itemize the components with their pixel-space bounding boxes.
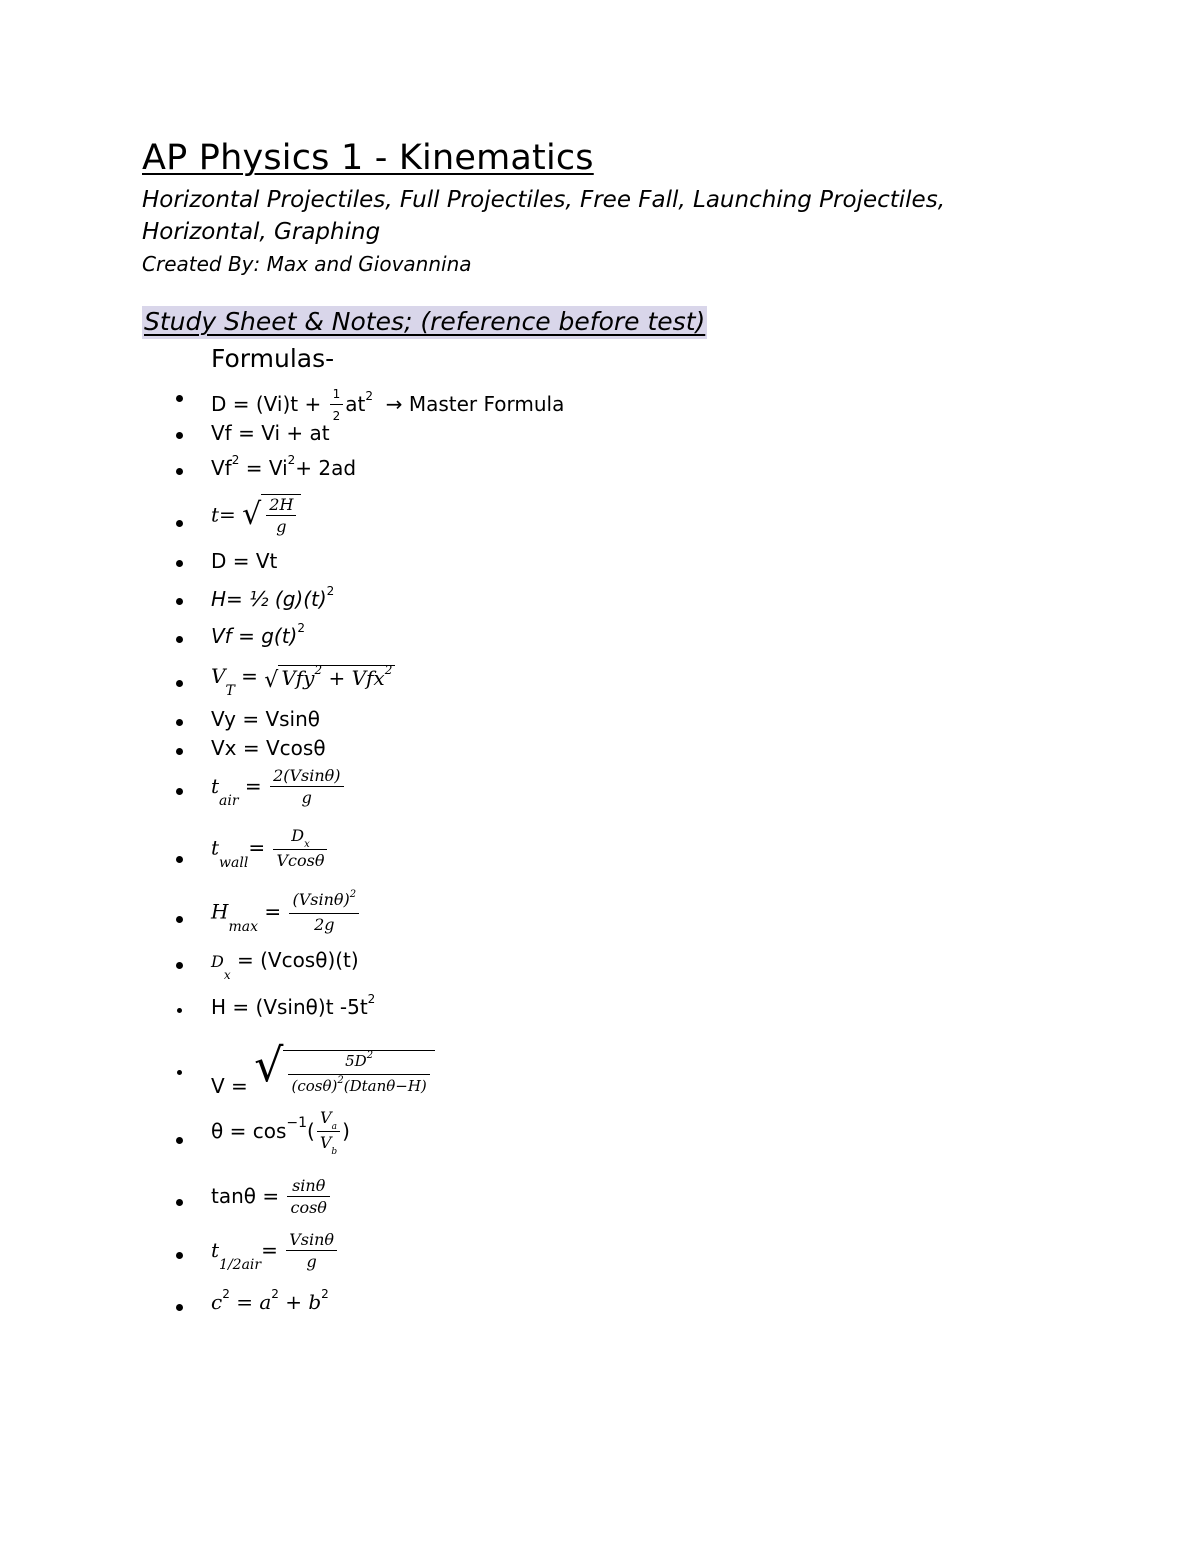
formula-vertical-component: Vy = Vsinθ [211,707,321,731]
formula-total-velocity: $V_T$ = √ Vfy$^2$ + Vfx$^2$ [211,664,395,691]
bullet-icon [176,748,183,755]
formula-final-velocity: Vf = Vi + at [211,421,330,445]
bullet-icon [176,395,183,402]
formula-height-launch: H = (Vsinθ)t $-5t^2$ [211,992,376,1019]
bullet-icon [176,719,183,726]
formula-launch-velocity: V = √ $\frac{5D^2}{(\cos\theta)^2(Dtan\theta-H)}$ [211,1036,435,1100]
sqrt-icon: √ [242,497,262,532]
formula-tangent: tanθ = $\frac{\sin\theta}{\cos\theta}$ [211,1176,332,1219]
bullet-icon [176,432,183,439]
bullet-icon [176,788,183,795]
bullet-icon [176,1304,183,1311]
formula-horizontal-component: Vx = Vcosθ [211,736,326,760]
formula-horizontal-distance: $D_x = (Vcos\theta)(t)$ [211,948,359,982]
bullet-icon [176,520,183,527]
formula-pythagorean: $c^2 = a^2 + b^2$ [211,1287,329,1314]
formula-height: H= ½ $(g)(t)^2$ [211,584,335,611]
formula-time-in-air: $t_{air}$ = $\frac{2(Vsin\theta)}{g}$ [211,766,346,809]
bullet-icon [176,1252,183,1259]
bullet-icon [176,680,183,687]
bullet-icon [177,1008,182,1013]
page-title: AP Physics 1 - Kinematics [142,138,594,178]
sqrt-icon: √ [254,1038,284,1092]
bullet-icon [176,1199,183,1206]
bullet-icon [177,1070,182,1075]
bullet-icon [176,1137,183,1144]
bullet-icon [176,962,183,969]
formula-angle: $\theta = \cos^{-1}$( $\frac{V_a}{V_b}$ ) [211,1108,350,1157]
formula-time-to-wall: $t_{wall}=$ $\frac{D_x}{Vcos\theta}$ [211,826,329,872]
sqrt-icon: √ [264,667,279,693]
formula-distance: D = Vt [211,549,278,573]
bullet-icon [176,598,183,605]
bullet-icon [176,560,183,567]
formulas-label: Formulas- [211,344,335,373]
bullet-icon [176,636,183,643]
page-subtitle: Horizontal Projectiles, Full Projectiles, Free Fall, Launching Projectiles, Horizontal, Graphing [142,187,946,245]
section-heading: Study Sheet & Notes; (reference before test) [142,306,707,339]
formula-velocity-squared: $Vf^2 = Vi^2+ 2ad$ [211,453,357,480]
author-credit: Created By: Max and Giovannina [142,252,472,276]
formula-time-from-height: t= √ $\frac{2H}{g}$ [211,494,301,538]
formula-master: D = (Vi)t + $\frac{1}{2}$ $at^2$ → Master Formula [211,384,564,427]
formula-free-fall-velocity: $Vf = g(t)^2$ [211,621,305,648]
formula-half-air-time: $t_{1/2air}=$ $\frac{Vsin\theta}{g}$ [211,1230,339,1273]
bullet-icon [176,856,183,863]
bullet-icon [176,468,183,475]
bullet-icon [176,916,183,923]
formula-max-height: $H_{max}$ = $\frac{(Vsin\theta)^2}{2g}$ [211,890,361,936]
